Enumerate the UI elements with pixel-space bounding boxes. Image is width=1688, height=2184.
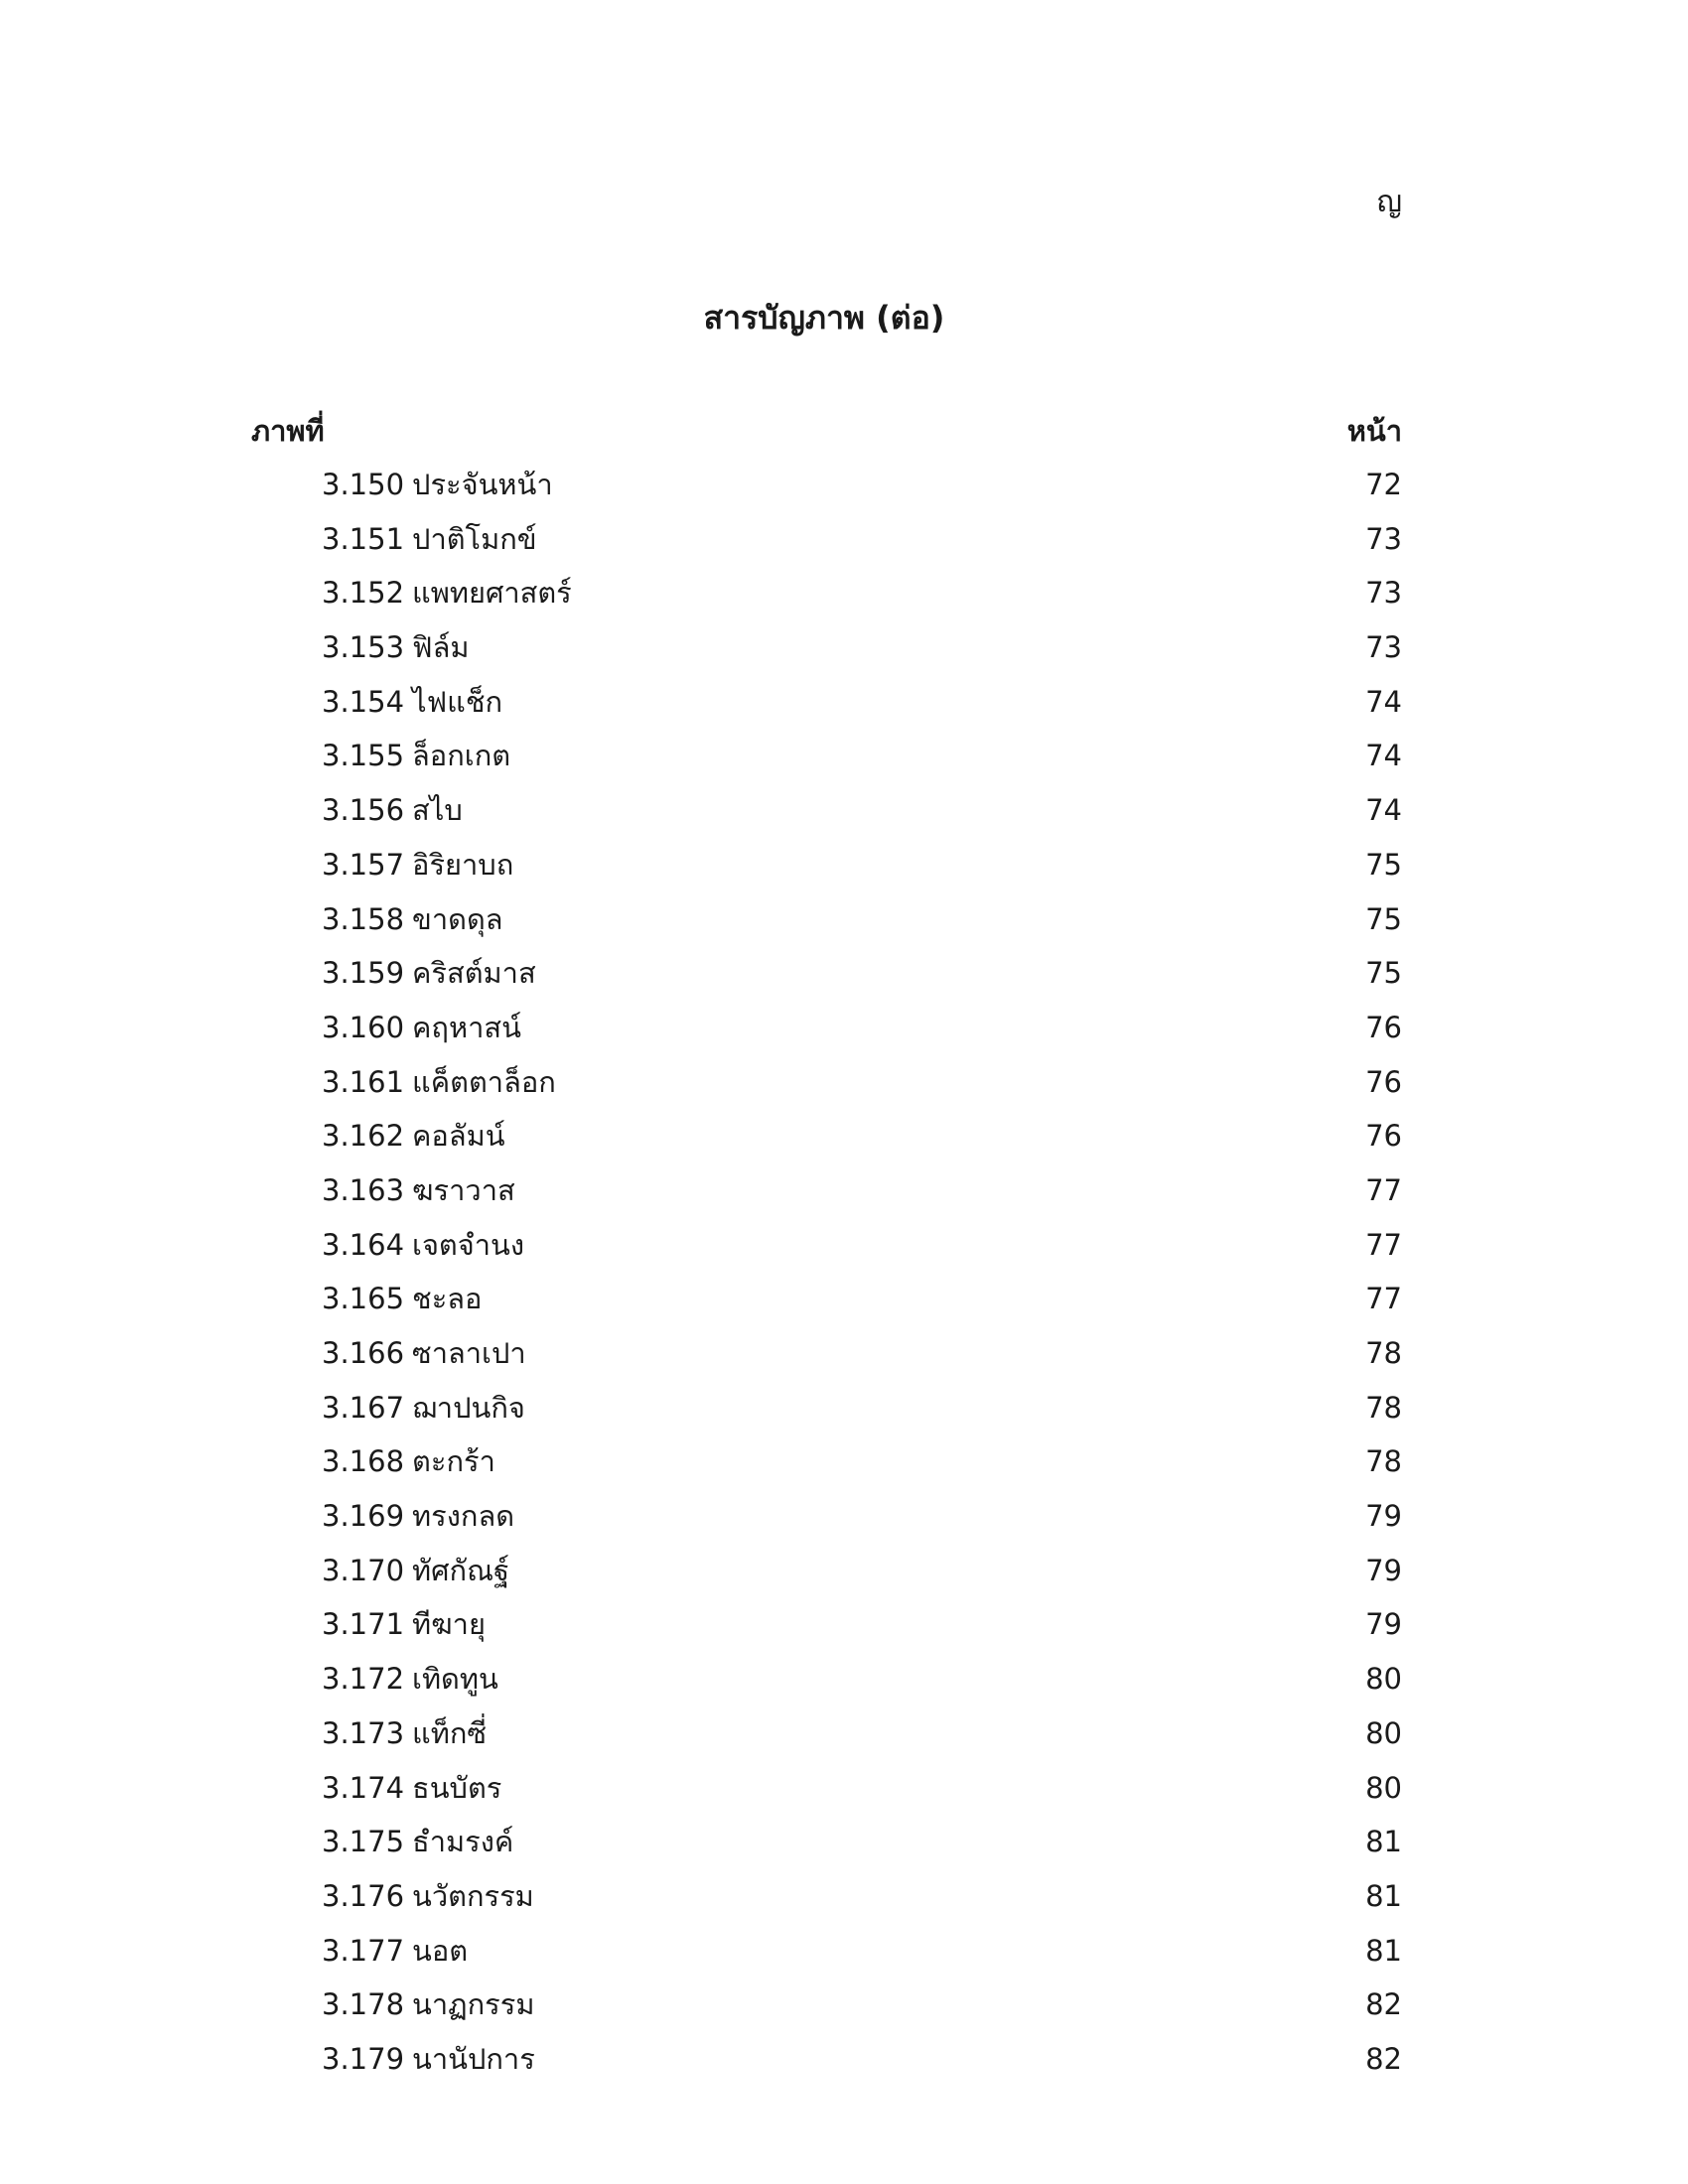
page-ref: 82	[1365, 2041, 1402, 2076]
page-ref: 79	[1365, 1499, 1402, 1534]
figure-title: คฤหาสน์	[412, 1010, 521, 1044]
figure-number: 3.163	[322, 1172, 405, 1207]
list-item	[322, 1820, 1402, 1874]
list-item	[322, 788, 1402, 843]
figure-number: 3.154	[322, 684, 405, 719]
page-ref: 77	[1365, 1282, 1402, 1316]
figure-number: 3.156	[322, 793, 405, 828]
figure-column-header: ภาพที่	[251, 414, 325, 448]
page-ref: 78	[1365, 1444, 1402, 1479]
page-ref: 76	[1365, 1064, 1402, 1099]
page-ref: 74	[1365, 684, 1402, 719]
page-ref: 73	[1365, 630, 1402, 665]
page-ref: 79	[1365, 1607, 1402, 1642]
figure-title: แท็กซี่	[412, 1715, 488, 1750]
figure-title: แพทยศาสตร์	[412, 576, 572, 611]
figure-number: 3.150	[322, 468, 405, 501]
figure-number: 3.167	[322, 1390, 405, 1425]
figure-number: 3.170	[322, 1553, 405, 1587]
list-item	[322, 1439, 1402, 1494]
figure-title: ขาดดุล	[412, 901, 503, 936]
list-item	[322, 734, 1402, 788]
list-item	[322, 1277, 1402, 1331]
page-ref: 77	[1365, 1172, 1402, 1207]
figure-number: 3.162	[322, 1119, 405, 1154]
page-ref: 73	[1365, 521, 1402, 556]
figure-number: 3.155	[322, 739, 405, 773]
page-title: สารบัญภาพ (ต่อ)	[703, 299, 945, 337]
list-item	[322, 1494, 1402, 1549]
page-ref: 80	[1365, 1770, 1402, 1805]
page-ref: 80	[1365, 1715, 1402, 1750]
list-item	[322, 1549, 1402, 1603]
list-item	[322, 625, 1402, 680]
figure-number: 3.175	[322, 1825, 405, 1859]
list-item	[322, 680, 1402, 735]
page-ref: 74	[1365, 793, 1402, 828]
list-item	[322, 1602, 1402, 1657]
figure-title: ทัศกัณฐ์	[412, 1553, 510, 1587]
page-number: ญ	[1376, 185, 1402, 219]
list-item	[322, 1060, 1402, 1115]
page-ref: 80	[1365, 1662, 1402, 1697]
figure-number: 3.151	[322, 521, 405, 556]
list-item	[322, 571, 1402, 625]
page-ref: 77	[1365, 1227, 1402, 1262]
list-item	[322, 951, 1402, 1006]
figure-title: ธนบัตร	[412, 1770, 502, 1805]
page-ref: 81	[1365, 1933, 1402, 1968]
figure-list	[322, 463, 1402, 2092]
page-ref: 75	[1365, 901, 1402, 936]
figure-title: ปาติโมกข์	[412, 521, 537, 556]
figure-number: 3.172	[322, 1662, 405, 1697]
page-ref: 72	[1365, 468, 1402, 501]
figure-title: สไบ	[412, 793, 463, 828]
figure-title: คอลัมน์	[412, 1119, 505, 1154]
page-ref: 76	[1365, 1119, 1402, 1154]
figure-title: นวัตกรรม	[412, 1878, 534, 1913]
figure-title: ล็อกเกต	[412, 739, 511, 773]
figure-title: ทรงกลด	[412, 1499, 515, 1534]
list-item	[322, 1006, 1402, 1060]
figure-title: ธำมรงค์	[412, 1825, 514, 1859]
figure-title: ทีฆายุ	[412, 1607, 486, 1642]
figure-title: ฟิล์ม	[412, 630, 470, 665]
figure-title: ฆราวาส	[412, 1172, 515, 1207]
figure-title: ฌาปนกิจ	[412, 1390, 525, 1425]
figure-number: 3.166	[322, 1336, 405, 1370]
page-ref: 75	[1365, 956, 1402, 991]
figure-number: 3.159	[322, 956, 405, 991]
figure-number: 3.179	[322, 2041, 405, 2076]
page-ref: 78	[1365, 1336, 1402, 1370]
list-item	[322, 1386, 1402, 1440]
figure-number: 3.178	[322, 1987, 405, 2022]
page-ref: 74	[1365, 739, 1402, 773]
list-item	[322, 897, 1402, 952]
list-item	[322, 1874, 1402, 1929]
figure-title: ไฟแช็ก	[412, 684, 503, 719]
figure-number: 3.160	[322, 1010, 405, 1044]
figure-title: แค็ตตาล็อก	[412, 1064, 556, 1099]
figure-number: 3.174	[322, 1770, 405, 1805]
figure-number: 3.176	[322, 1878, 405, 1913]
figure-number: 3.171	[322, 1607, 405, 1642]
figure-number: 3.153	[322, 630, 405, 665]
figure-number: 3.152	[322, 576, 405, 611]
list-item	[322, 517, 1402, 572]
figure-title: ชะลอ	[412, 1282, 483, 1316]
page-column-header: หน้า	[1346, 414, 1402, 448]
figure-title: นาฏกรรม	[412, 1987, 535, 2022]
figure-number: 3.161	[322, 1064, 405, 1099]
list-item	[322, 1168, 1402, 1223]
list-item	[322, 1223, 1402, 1278]
list-item	[322, 2037, 1402, 2092]
page-ref: 73	[1365, 576, 1402, 611]
figure-number: 3.169	[322, 1499, 405, 1534]
list-header	[251, 408, 1402, 454]
page-ref: 82	[1365, 1987, 1402, 2022]
figure-title: เทิดทูน	[412, 1662, 498, 1697]
figure-title: ซาลาเปา	[412, 1336, 526, 1370]
page-ref: 76	[1365, 1010, 1402, 1044]
figure-number: 3.177	[322, 1933, 405, 1968]
list-item	[322, 1982, 1402, 2037]
figure-number: 3.168	[322, 1444, 405, 1479]
figure-title: ประจันหน้า	[412, 468, 553, 501]
list-item	[322, 1657, 1402, 1711]
page-ref: 81	[1365, 1825, 1402, 1859]
figure-number: 3.173	[322, 1715, 405, 1750]
page-ref: 81	[1365, 1878, 1402, 1913]
list-item	[322, 1114, 1402, 1168]
list-item	[322, 1331, 1402, 1386]
figure-number: 3.158	[322, 901, 405, 936]
page-ref: 75	[1365, 847, 1402, 882]
list-item	[322, 1711, 1402, 1766]
figure-number: 3.157	[322, 847, 405, 882]
list-item	[322, 463, 1402, 517]
figure-number: 3.165	[322, 1282, 405, 1316]
list-item	[322, 1766, 1402, 1821]
figure-title: อิริยาบถ	[412, 847, 514, 882]
figure-title: เจตจำนง	[412, 1227, 525, 1262]
figure-title: นอต	[412, 1933, 469, 1968]
list-item	[322, 1929, 1402, 1983]
figure-title: คริสต์มาส	[412, 956, 536, 991]
page-ref: 79	[1365, 1553, 1402, 1587]
page-ref: 78	[1365, 1390, 1402, 1425]
figure-title: นานัปการ	[412, 2041, 535, 2076]
list-item	[322, 843, 1402, 897]
figure-number: 3.164	[322, 1227, 405, 1262]
figure-title: ตะกร้า	[412, 1444, 495, 1479]
